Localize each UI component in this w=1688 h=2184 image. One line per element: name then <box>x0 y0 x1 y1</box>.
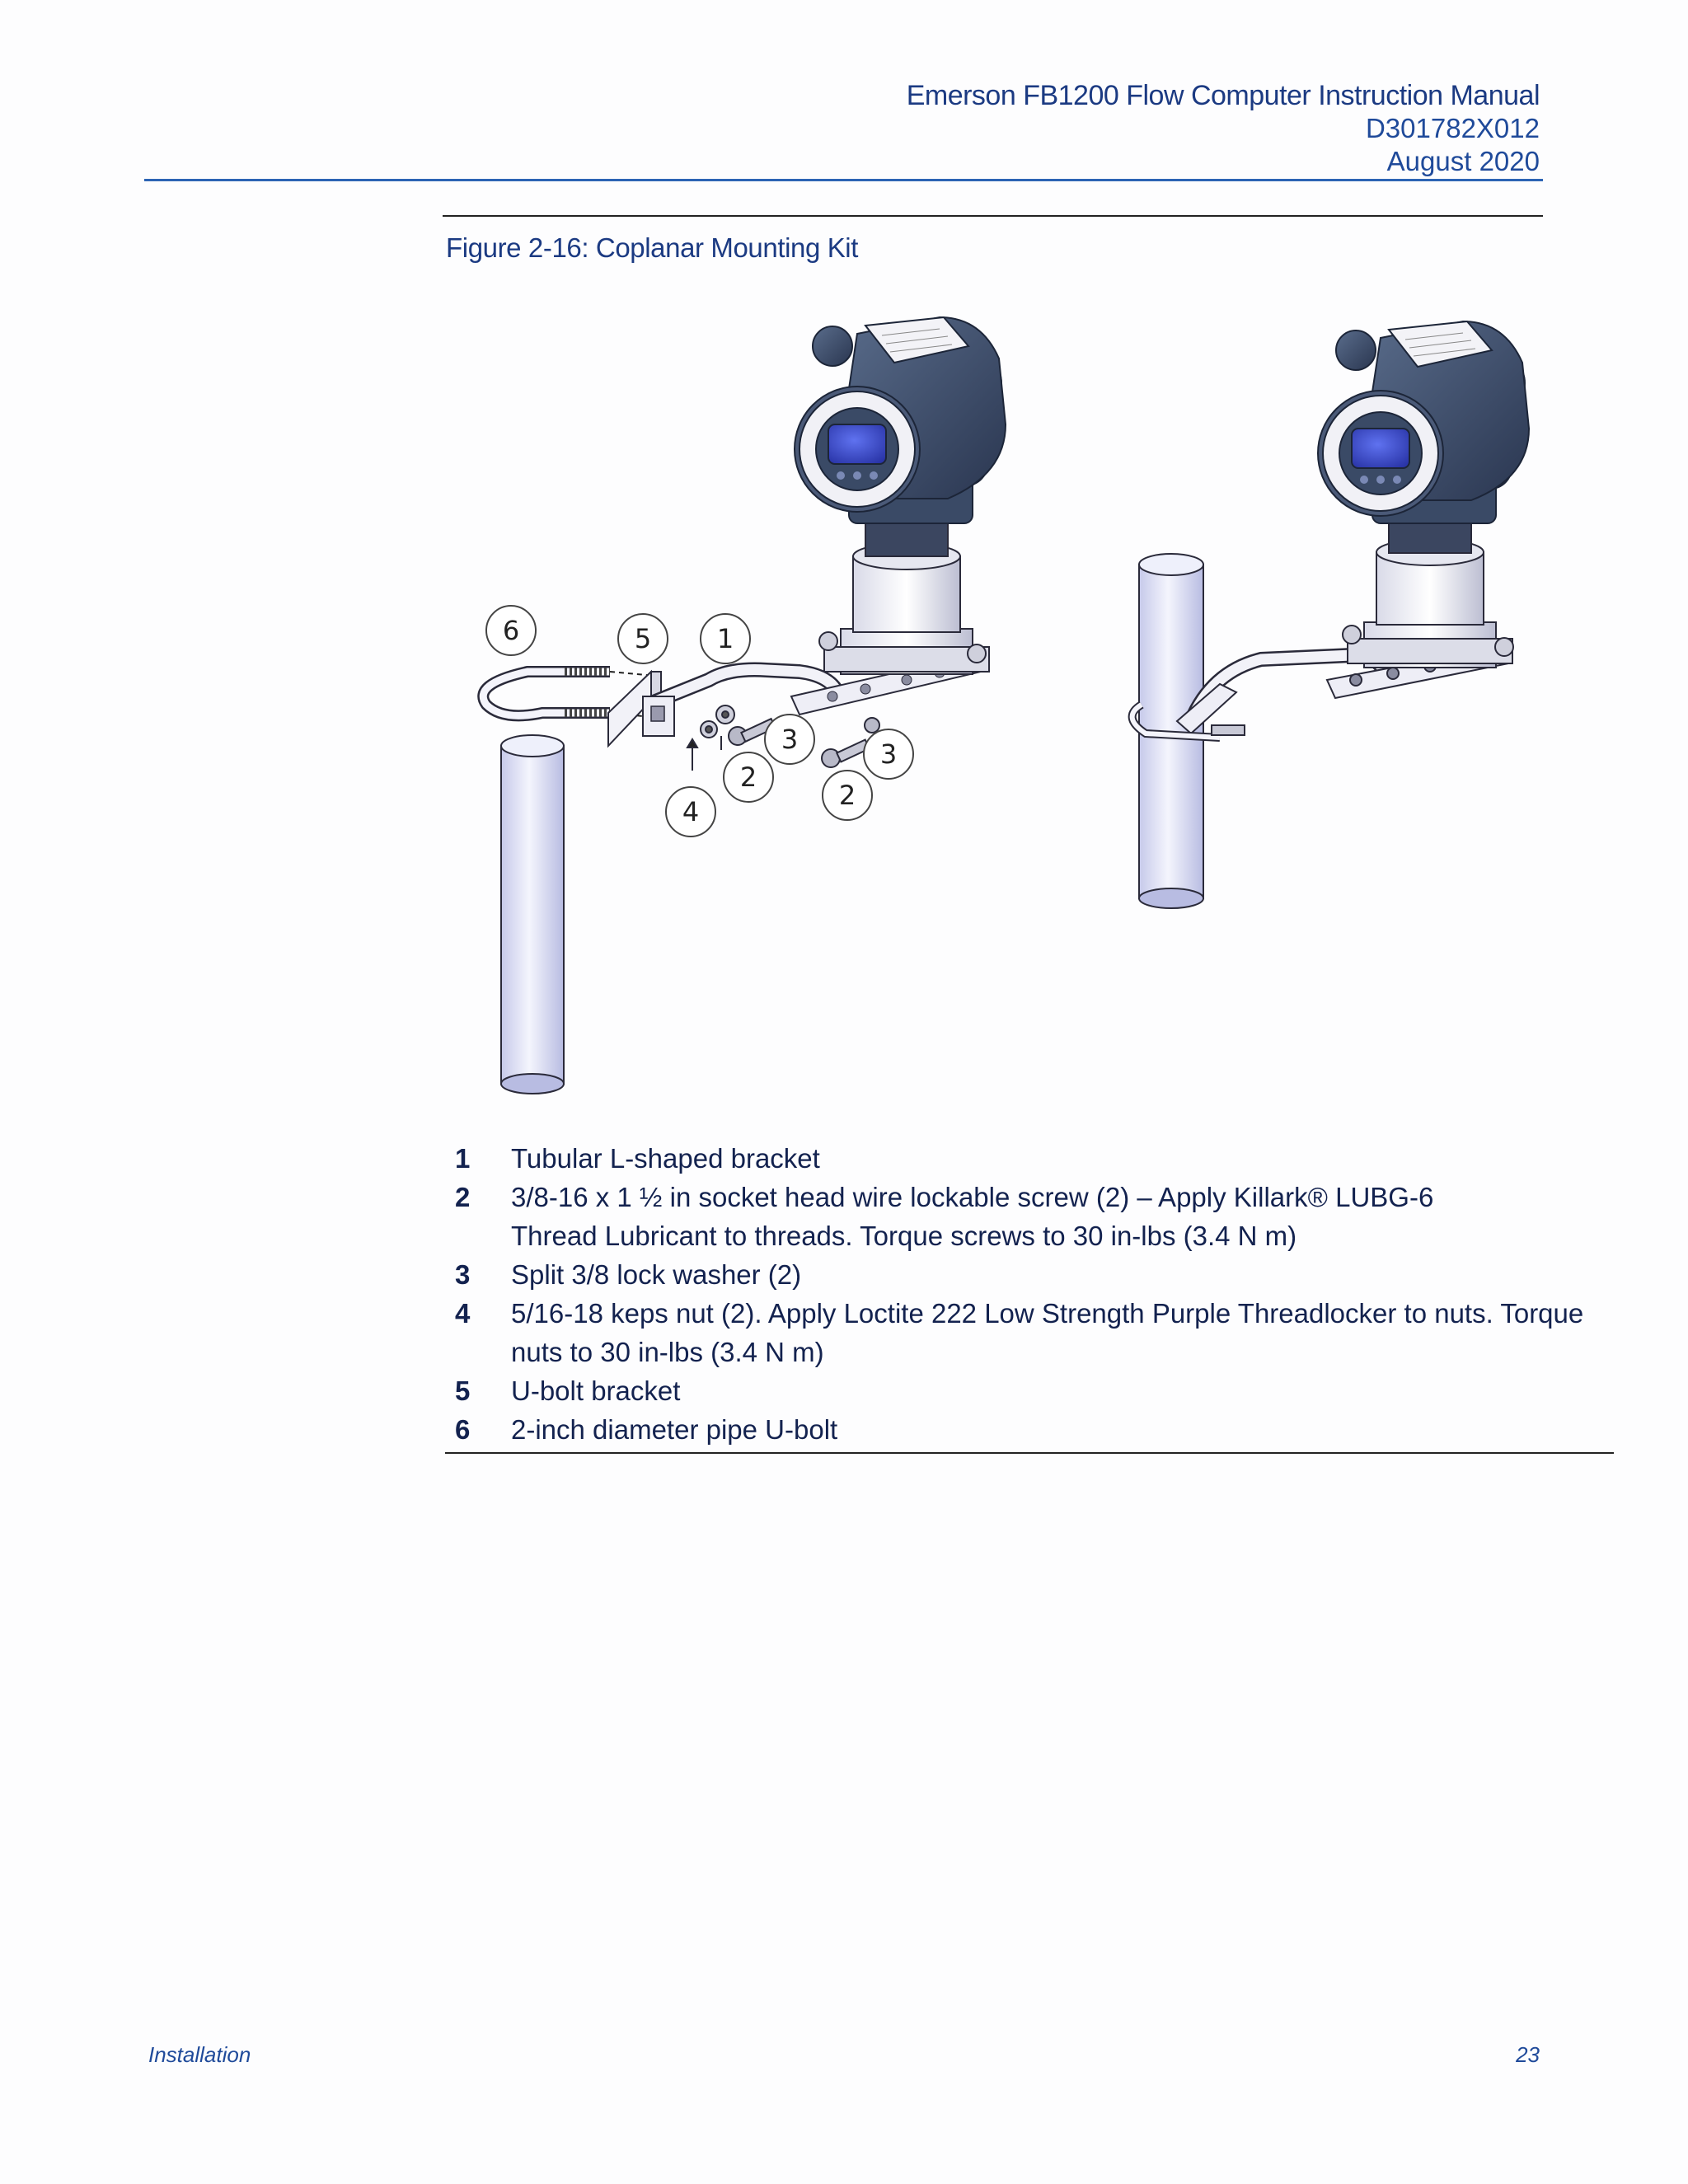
svg-text:2: 2 <box>838 780 856 811</box>
legend-number: 3 <box>455 1259 471 1290</box>
legend-item <box>455 1139 1609 1178</box>
legend-number: 4 <box>455 1298 471 1329</box>
left-pipe <box>501 735 564 1094</box>
footer-section: Installation <box>148 2042 251 2067</box>
legend-item <box>455 1371 1609 1410</box>
mounting-kit-illustration <box>445 284 1599 1108</box>
document-number: D301782X012 <box>1365 113 1540 143</box>
callout-3b <box>864 729 913 779</box>
left-assembly <box>483 317 1006 1094</box>
legend-item <box>455 1178 1609 1255</box>
legend-item <box>455 1410 1609 1449</box>
right-assembly <box>1132 321 1529 908</box>
callout-6 <box>486 606 536 655</box>
page-header <box>907 79 1540 178</box>
svg-text:3: 3 <box>781 724 799 755</box>
svg-text:4: 4 <box>682 796 700 827</box>
callout-2b <box>823 771 872 820</box>
svg-text:3: 3 <box>879 738 898 770</box>
callout-2a <box>724 752 773 802</box>
legend-text: 5/16-18 keps nut (2). Apply Loctite 222 Low Strength Purple Threadlocker to nuts. Torque nuts to 30 in-lbs (3.4 N m) <box>511 1298 1584 1367</box>
svg-text:1: 1 <box>716 623 734 654</box>
svg-text:6: 6 <box>502 615 520 646</box>
legend-number: 5 <box>455 1376 471 1406</box>
callout-5 <box>618 614 668 663</box>
header-divider <box>144 179 1543 181</box>
figure-title: Figure 2-16: Coplanar Mounting Kit <box>446 232 859 263</box>
callout-3a <box>765 715 814 764</box>
svg-text:2: 2 <box>739 762 757 793</box>
figure-bottom-rule <box>445 1452 1614 1454</box>
svg-text:5: 5 <box>634 623 652 654</box>
right-transmitter-housing <box>1318 321 1529 523</box>
legend-number: 6 <box>455 1414 471 1445</box>
legend-item <box>455 1255 1609 1294</box>
left-sensor-body <box>819 515 989 674</box>
legend-text: U-bolt bracket <box>511 1376 681 1406</box>
right-sensor-body <box>1343 513 1513 668</box>
page-number: 23 <box>1516 2042 1540 2067</box>
callout-1 <box>701 614 750 663</box>
legend-number: 1 <box>455 1143 471 1174</box>
legend-text: 2-inch diameter pipe U-bolt <box>511 1414 838 1445</box>
left-transmitter-housing <box>795 317 1006 523</box>
document-date: August 2020 <box>1386 146 1540 176</box>
manual-title: Emerson FB1200 Flow Computer Instruction Manual <box>906 80 1540 111</box>
legend-text: Split 3/8 lock washer (2) <box>511 1259 802 1290</box>
legend-text: Tubular L-shaped bracket <box>511 1143 820 1174</box>
legend-text: 3/8-16 x 1 ½ in socket head wire lockable screw (2) – Apply Killark® LUBG-6 Thread Lubricant to threads. Torque screws to 30 in-lbs (3.4 N m) <box>511 1182 1434 1251</box>
figure-top-rule <box>443 215 1543 217</box>
callout-4 <box>666 787 715 837</box>
parts-legend <box>455 1139 1609 1449</box>
legend-item <box>455 1294 1609 1371</box>
legend-number: 2 <box>455 1182 471 1212</box>
